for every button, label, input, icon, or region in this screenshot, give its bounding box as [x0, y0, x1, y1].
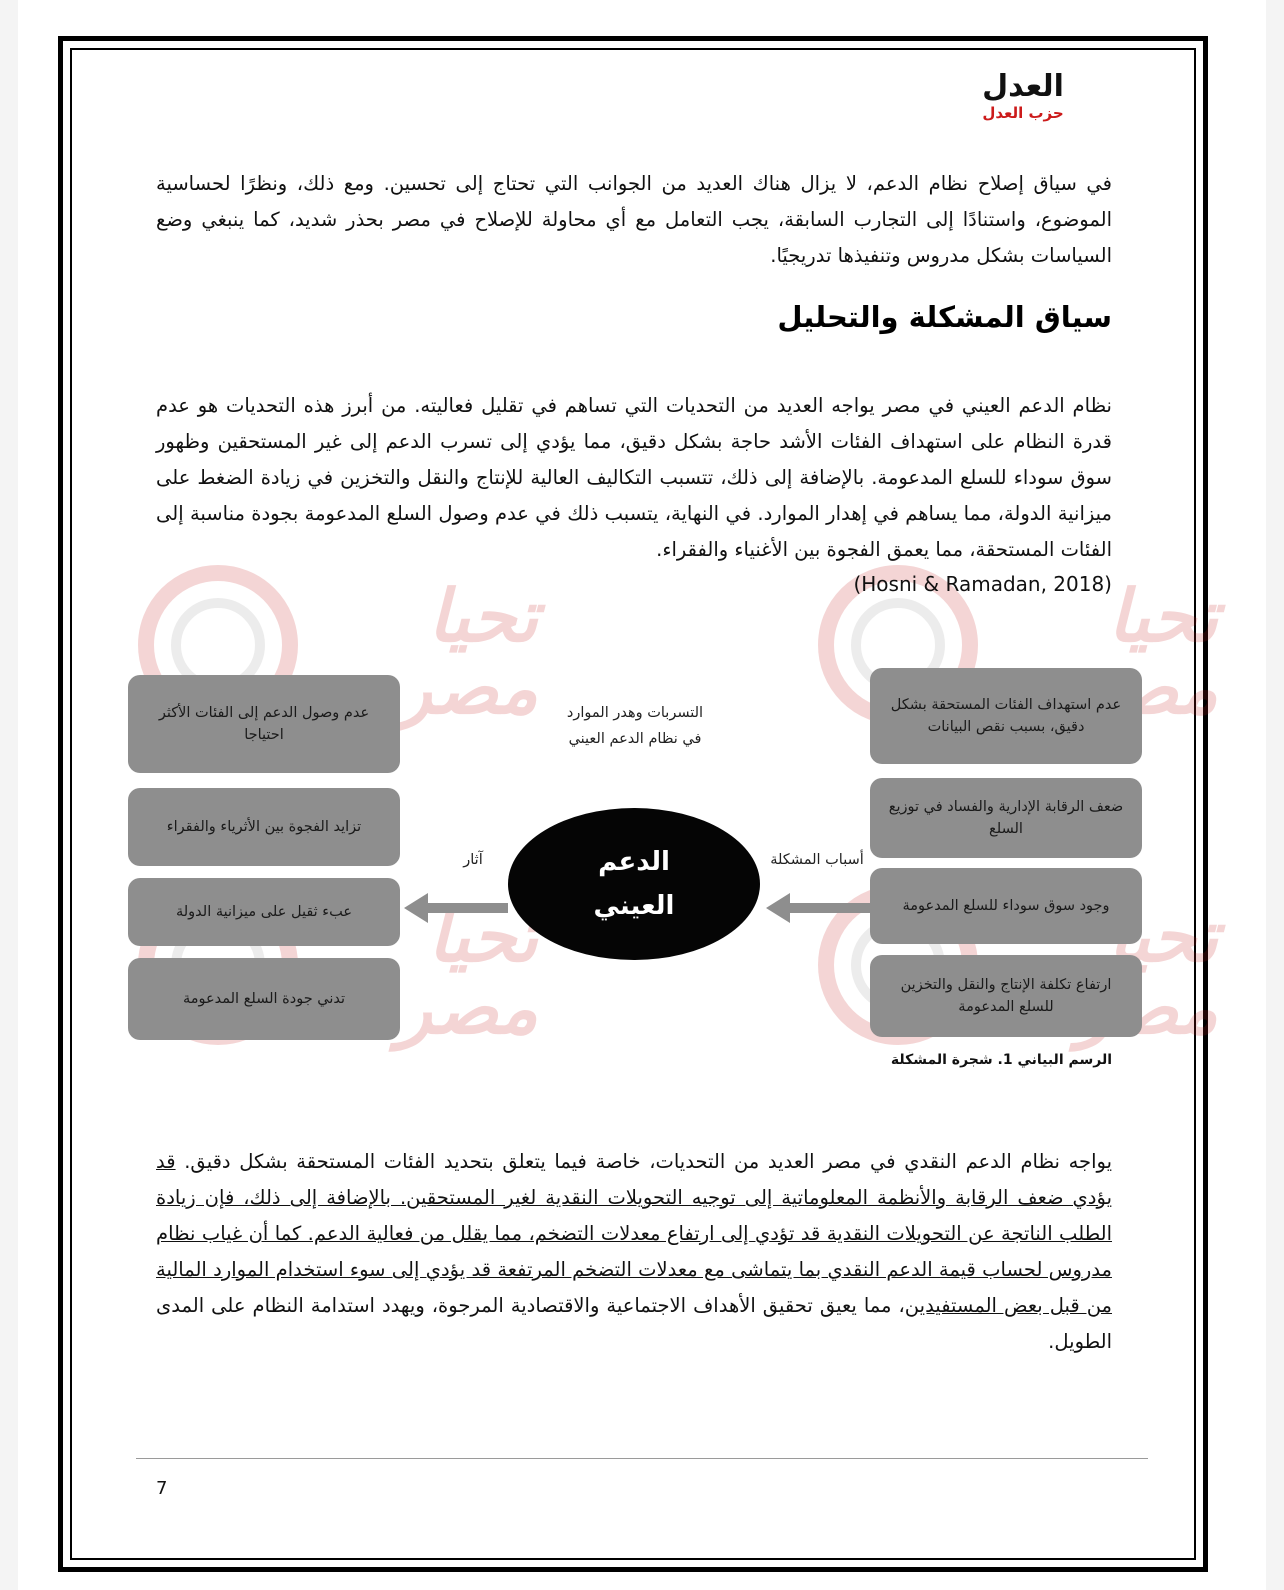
cash-support-paragraph [156, 1144, 1112, 1360]
watermark-text: تحيا مصر [397, 574, 538, 730]
party-logo [953, 70, 1093, 126]
effect-box: تدني جودة السلع المدعومة [128, 958, 400, 1040]
watermark-text: تحيا مصر [1077, 574, 1218, 730]
footer-divider [136, 1458, 1148, 1459]
cash-paragraph-start: يواجه نظام الدعم النقدي في مصر العديد من التحديات، خاصة فيما يتعلق بتحديد الفئات المستحقة بشكل دقيق. [175, 1150, 1112, 1173]
section-heading: سياق المشكلة والتحليل [777, 300, 1112, 334]
cash-paragraph-end: ، مما يعيق تحقيق الأهداف الاجتماعية والاقتصادية المرجوة، ويهدد استدامة النظام على المدى الطويل. [156, 1294, 1112, 1353]
diagram-caption: الرسم البياني 1. شجرة المشكلة [890, 1052, 1112, 1068]
logo-wordmark: العدل [982, 69, 1064, 104]
citation: (Hosni & Ramadan, 2018) [853, 572, 1112, 596]
document-page [18, 0, 1266, 1590]
intro-paragraph: في سياق إصلاح نظام الدعم، لا يزال هناك العديد من الجوانب التي تحتاج إلى تحسين. ومع ذلك، ونظرًا لحساسية الموضوع، واستنادًا إلى التجارب السابقة، يجب التعامل مع أي محاولة للإصلاح في مصر بحذر شديد، كما ينبغي وضع السياسات بشكل مدروس وتنفيذها تدريجيًا. [156, 172, 1112, 267]
cause-box: وجود سوق سوداء للسلع المدعومة [870, 868, 1142, 944]
page-number: 7 [156, 1478, 168, 1499]
cause-box: ضعف الرقابة الإدارية والفساد في توزيع السلع [870, 778, 1142, 858]
watermark-text: تحيا مصر [1077, 894, 1218, 1050]
diagram-top-label: التسربات وهدر الموارد في نظام الدعم العيني [566, 705, 704, 747]
watermark-text: تحيا مصر [397, 894, 538, 1050]
cause-box: ارتفاع تكلفة الإنتاج والنقل والتخزين للسلع المدعومة [870, 955, 1142, 1037]
effect-box: عدم وصول الدعم إلى الفئات الأكثر احتياجا [128, 675, 400, 773]
effects-label: آثار [463, 852, 483, 868]
central-problem-node [508, 808, 760, 960]
logo-subtitle: حزب العدل [982, 104, 1064, 122]
analysis-paragraph: نظام الدعم العيني في مصر يواجه العديد من التحديات التي تساهم في تقليل فعاليته. من أبرز هذه التحديات هو عدم قدرة النظام على استهداف الفئات الأشد حاجة بشكل دقيق، مما يؤدي إلى تسرب الدعم إلى غير المستحقين وظهور سوق سوداء للسلع المدعومة. بالإضافة إلى ذلك، تتسبب التكاليف العالية للإنتاج والنقل والتخزين في زيادة الضغط على ميزانية الدولة، مما يساهم في إهدار الموارد. في النهاية، يتسبب ذلك في عدم وصول السلع المدعومة بجودة مناسبة إلى الفئات المستحقة، مما يعمق الفجوة بين الأغنياء والفقراء. [156, 394, 1112, 561]
effect-box: عبء ثقيل على ميزانية الدولة [128, 878, 400, 946]
cash-paragraph-underlined: قد يؤدي ضعف الرقابة والأنظمة المعلوماتية إلى توجيه التحويلات النقدية لغير المستحقين. بالإضافة إلى ذلك، فإن زيادة الطلب الناتجة عن التحويلات النقدية قد تؤدي إلى ارتفاع معدلات التضخم، مما يقلل من فعالية الدعم. كما أن غياب نظام مدروس لحساب قيمة الدعم النقدي بما يتماشى مع معدلات التضخم المرتفعة قد يؤدي إلى سوء استخدام الموارد المالية من قبل بعض المستفيدين [156, 1150, 1112, 1317]
effect-box: تزايد الفجوة بين الأثرياء والفقراء [128, 788, 400, 866]
cause-box: عدم استهداف الفئات المستحقة بشكل دقيق، بسبب نقص البيانات [870, 668, 1142, 764]
causes-label: أسباب المشكلة [770, 852, 864, 868]
central-problem-label: الدعم العيني [593, 847, 675, 921]
